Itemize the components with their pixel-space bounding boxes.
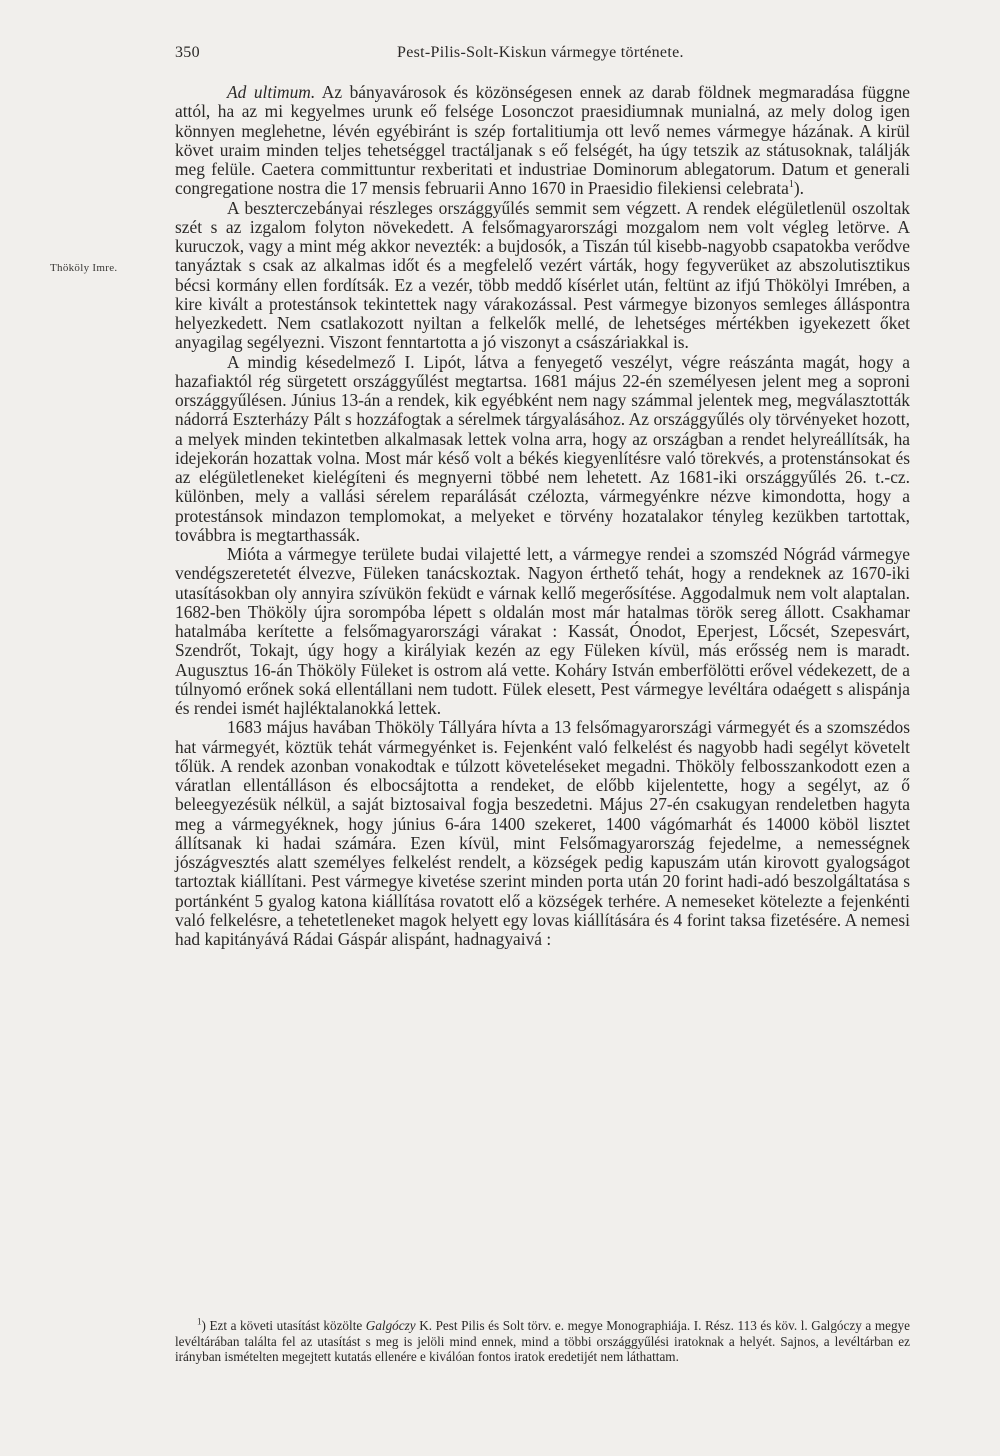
footnote [175,1318,910,1365]
paragraph: 1683 május havában Thököly Tállyára hívta a 13 felsőmagyarországi vármegyét és a szomszédos hat vármegyét, köztük tehát vármegyénket is. Fejenként való felkelést és nagyobb hadi segélyt követelt tőlük. A rendek azonban vonakodtak e túlzott követeléseket megadni. Thököly felbosszankodott ezen a váratlan ellentálláson és elbocsájtotta a rendeket, de előbb kijelentette, hogy a segélyt, az ő beleegyezésük nélkül, a saját biztosaival fogja beszedetni. Május 27-én csakugyan rendeletben hagyta meg a vármegyéknek, hogy június 6-ára 1400 szekeret, 1400 vágómarhát és 14000 köböl lisztet állítsanak ki hadai számára. Ezen kívül, mint Felsőmagyarország fejedelme, a nemességnek jószágvesztés alatt személyes felkelést rendelt, a községek pedig kapuszám után kirovott gyalogságot tartoztak kiállítani. Pest vármegye kivetése szerint minden porta után 20 forint hadi-adó beszolgáltatása s portánként 5 gyalog katona kiállítása rovatott elő a községek terhére. A nemeseket kötelezte a fejenkénti való felkelésre, a tehetetleneket magok helyett egy lovas kiállítására és 4 forint taksa fizetésére. A nemesi had kapitányává Rádai Gáspár alispánt, hadnagyaivá : [175,717,910,949]
italic-lead: Ad ultimum. [227,82,316,102]
page-header [175,44,910,68]
footnote-reference[interactable]: 1 [788,179,794,191]
paragraph-text: Az bányavárosok és közönségesen ennek az darab földnek megmaradása függne attól, ha az mi kegyelmes urunk eő felsége Losonczot praesidiumnak munialná, az mely dolog igen könnyen meglehetne, lévén egyébiránt is szép fortalitiumja ott levő nemes vármegye házának. A kirül követ uraim minden teljes tehetséggel tractáljanak s eő felségét, ha úgy tetszik az státusoknak, találják meg felüle. Caetera committuntur rexberitati et industriae Dominorum ablegatorum. Datum et generali congregatione nostra die 17 mensis februarii Anno 1670 in Praesidio filekiensi celebrata [175,82,910,199]
paragraph-tail: ). [793,178,804,199]
paragraph [175,83,910,199]
footnote-text: ) Ezt a követi utasítást közölte [201,1318,366,1333]
footnote-author: Galgóczy [365,1318,416,1333]
paragraph: A beszterczebányai részleges országgyűlés semmit sem végzett. A rendek elégületlenül oszoltak szét s az izgalom folyton növekedett. A felsőmagyarországi mozgalom nem volt végleg letörve. A kuruczok, vagy a mint még akkor nevezték: a bujdosók, a Tiszán túl kisebb-nagyobb csapatokba verődve tanyáztak s csak az alkalmas időt és a megfelelő vezért várták, hogy fegyverüket az abszolutisztikus bécsi kormány ellen fordítsák. Ez a vezér, több meddő kísérlet után, feltünt az ifjú Thökölyi Imrében, a kire kivált a protestánsok tekintettek nagy várakozással. Pest vármegye bizonyos semleges álláspontra helyezkedett. Nem csatlakozott nyiltan a felkelők mellé, de lehetséges mértékben igyekezett őket anyagilag segélyezni. Viszont fenntartotta a jó viszonyt a császáriakkal is. [175,197,910,353]
main-text [175,83,910,949]
footnote-mark: 1 [197,1316,202,1327]
running-title: Pest-Pilis-Solt-Kiskun vármegye története. [397,44,684,61]
footnotes [175,1318,910,1365]
footnote-text-rest: K. Pest Pilis és Solt törv. e. megye Monographiája. I. Rész. 113 és köv. l. Galgóczy a megye levéltárában találta fel az utasítást s meg is jelöli mind ennek, mind a többi országgyűlési iratoknak a helyét. Sajnos, a levéltárban ez irányban ismételten megejtett kutatás ellenére e kiválóan fontos iratok eredetijét nem láthattam. [175,1318,910,1365]
margin-note: Thököly Imre. [50,262,118,274]
paragraph: A mindig késedelmező I. Lipót, látva a fenyegető veszélyt, végre reászánta magát, hogy a hazafiaktól rég sürgetett országgyűlést megtartsa. 1681 május 22-én személyesen jelent meg a soproni országgyűlésen. Június 13-án a rendek, kik egyébként nem nagy számmal jelentek meg, megválasztották nádorrá Eszterházy Pált s hozzáfogtak a sérelmek tárgyalásához. Az országgyűlés oly törvényeket hozott, a melyek minden tekintetben alkalmasak lettek volna arra, hogy az országban a rendet helyreállítsák, ha idejekorán hozattak volna. Most már késő volt a békés kiegyenlítésre való törekvés, a protenstánsokat és az elégületleneket kielégíteni és megnyerni többé nem lehetett. Az 1681-iki országgyűlés 26. t.-cz. különben, mely a vallási sérelem reparálását czélozta, vármegyénkre nézve kimondotta, hogy a protestánsok mindazon templomokat, a melyeket e törvény hozatalakor tényleg kezükben tartottak, továbbra is megtarthassák. [175,351,910,545]
paragraph: Mióta a vármegye területe budai vilajetté lett, a vármegye rendei a szomszéd Nógrád vármegye vendégszeretetét élvezve, Füleken tanácskoztak. Nagyon érthető tehát, hogy a rendeknek az 1670-iki utasításokban oly annyira szívükön feküdt e várnak kellő megerősítése. Aggodalmuk nem volt alaptalan. 1682-ben Thököly újra sorompóba lépett s oldalán most már hatalmas török sereg állott. Csakhamar hatalmába kerítette a felsőmagyarországi várakat : Kassát, Ónodot, Eperjest, Lőcsét, Szepesvárt, Szendrőt, Tokajt, úgy hogy a királyiak kezén az egy Füleken kívül, más erősség nem is maradt. Augusztus 16-án Thököly Füleket is ostrom alá vette. Koháry István emberfölötti erővel védekezett, de a túlnyomó erőnek soká ellentállani nem tudott. Fülek elesett, Pest vármegye levéltára odaégett s alispánja és rendei ismét hajléktalanokká lettek. [175,544,910,718]
page-number: 350 [175,44,200,61]
